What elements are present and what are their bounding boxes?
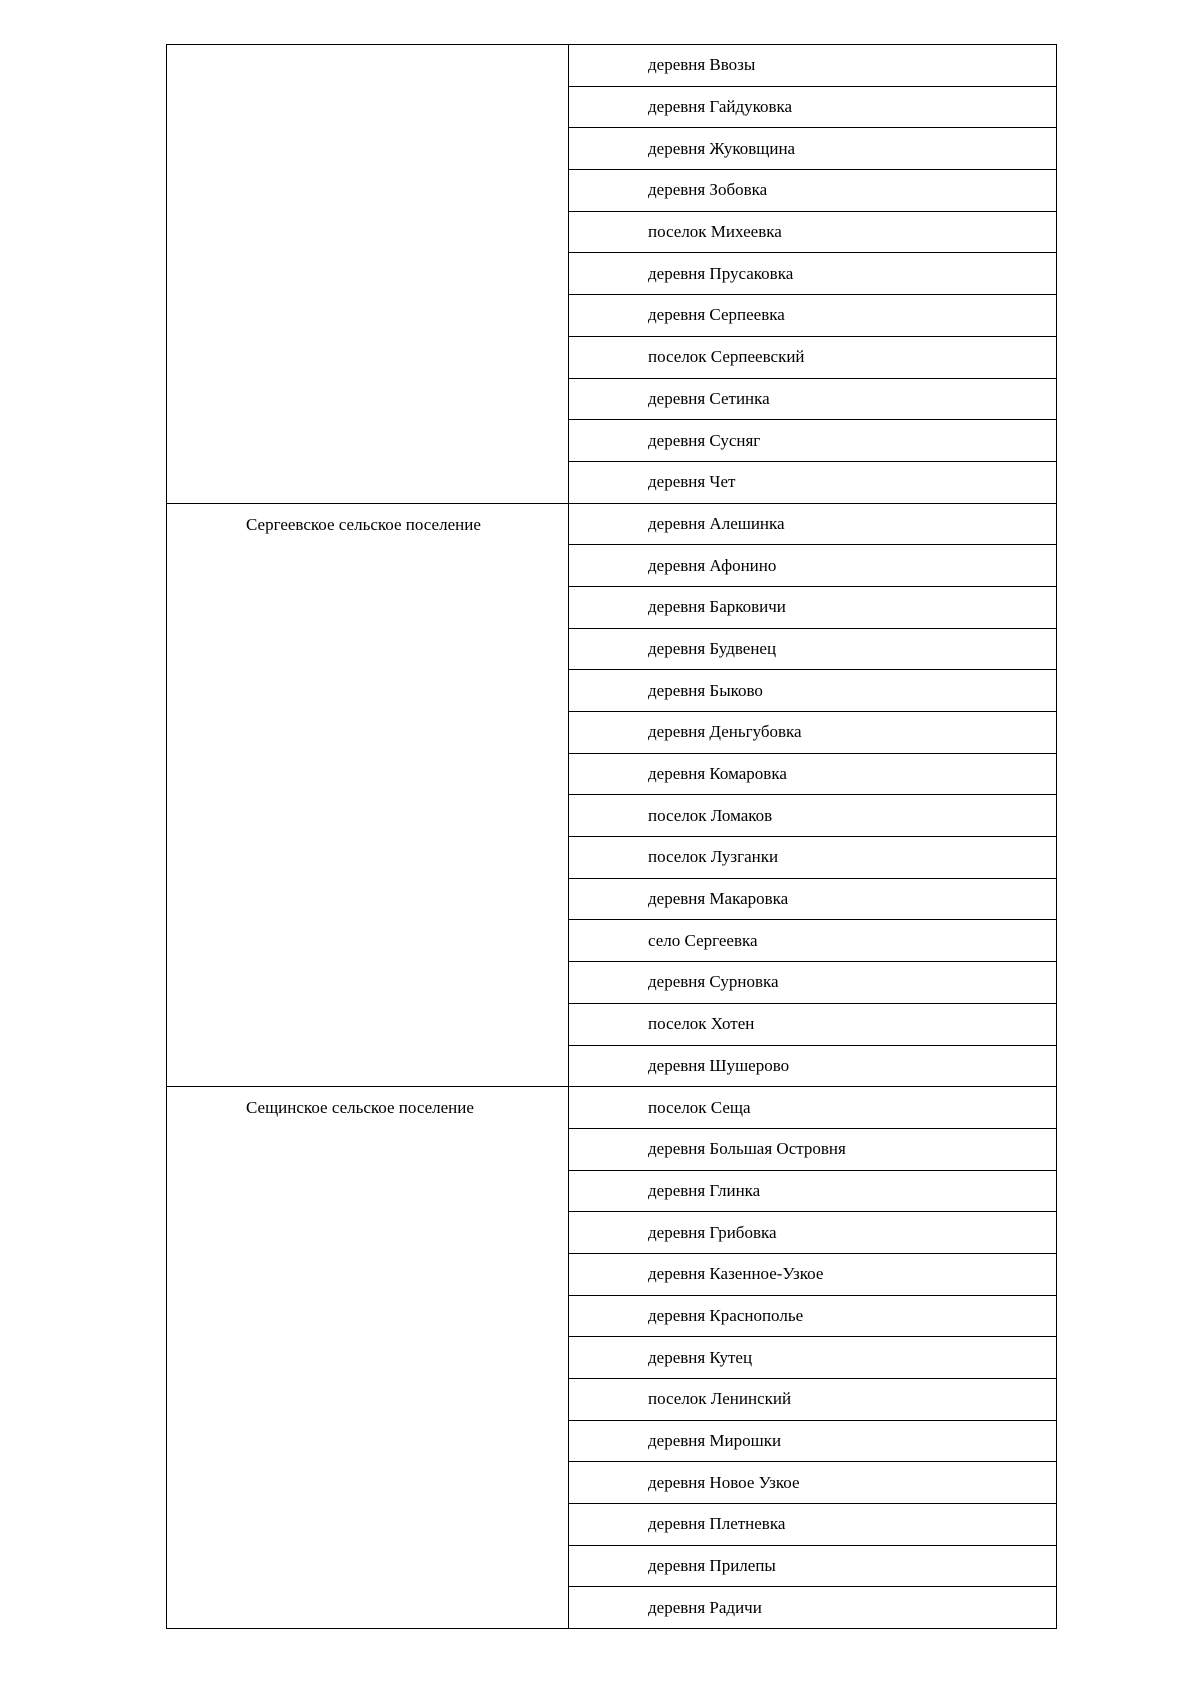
settlement-name-cell: деревня Жуковщина xyxy=(569,128,1057,170)
settlement-name-cell: деревня Грибовка xyxy=(569,1212,1057,1254)
settlement-name-cell: поселок Хотен xyxy=(569,1003,1057,1045)
settlement-name-cell: деревня Большая Островня xyxy=(569,1128,1057,1170)
settlement-name-cell: деревня Гайдуковка xyxy=(569,86,1057,128)
settlement-name-cell: деревня Сусняг xyxy=(569,420,1057,462)
settlement-name-cell: деревня Плетневка xyxy=(569,1504,1057,1546)
settlement-name-cell: деревня Серпеевка xyxy=(569,295,1057,337)
settlement-name-cell: деревня Глинка xyxy=(569,1170,1057,1212)
table-row xyxy=(167,1087,1057,1129)
settlement-name-cell: деревня Прусаковка xyxy=(569,253,1057,295)
municipality-name-cell: Сергеевское сельское поселение xyxy=(167,503,569,1087)
table-row xyxy=(167,45,1057,87)
settlement-name-cell: деревня Будвенец xyxy=(569,628,1057,670)
settlement-name-cell: поселок Серпеевский xyxy=(569,336,1057,378)
settlement-name-cell: поселок Лузганки xyxy=(569,837,1057,879)
settlement-name-cell: поселок Ленинский xyxy=(569,1379,1057,1421)
settlement-name-cell: деревня Шушерово xyxy=(569,1045,1057,1087)
settlements-table-body xyxy=(167,45,1057,1629)
settlement-name-cell: деревня Кутец xyxy=(569,1337,1057,1379)
settlement-name-cell: деревня Алешинка xyxy=(569,503,1057,545)
municipality-name-cell: Сещинское сельское поселение xyxy=(167,1087,569,1629)
settlement-name-cell: деревня Чет xyxy=(569,461,1057,503)
settlement-name-cell: поселок Михеевка xyxy=(569,211,1057,253)
settlement-name-cell: деревня Сетинка xyxy=(569,378,1057,420)
settlement-name-cell: деревня Прилепы xyxy=(569,1545,1057,1587)
table-row xyxy=(167,503,1057,545)
settlement-name-cell: деревня Краснополье xyxy=(569,1295,1057,1337)
settlement-name-cell: деревня Ввозы xyxy=(569,45,1057,87)
settlement-name-cell: поселок Ломаков xyxy=(569,795,1057,837)
settlement-name-cell: деревня Зобовка xyxy=(569,170,1057,212)
settlement-name-cell: деревня Быково xyxy=(569,670,1057,712)
settlement-name-cell: деревня Афонино xyxy=(569,545,1057,587)
settlement-name-cell: деревня Мирошки xyxy=(569,1420,1057,1462)
settlement-name-cell: деревня Казенное-Узкое xyxy=(569,1253,1057,1295)
settlement-name-cell: поселок Сеща xyxy=(569,1087,1057,1129)
settlement-name-cell: деревня Макаровка xyxy=(569,878,1057,920)
settlement-name-cell: деревня Радичи xyxy=(569,1587,1057,1629)
settlement-name-cell: деревня Барковичи xyxy=(569,586,1057,628)
municipality-name-cell xyxy=(167,45,569,504)
settlements-table xyxy=(166,44,1057,1629)
settlement-name-cell: деревня Комаровка xyxy=(569,753,1057,795)
settlement-name-cell: деревня Новое Узкое xyxy=(569,1462,1057,1504)
settlement-name-cell: село Сергеевка xyxy=(569,920,1057,962)
settlement-name-cell: деревня Сурновка xyxy=(569,962,1057,1004)
settlement-name-cell: деревня Деньгубовка xyxy=(569,712,1057,754)
